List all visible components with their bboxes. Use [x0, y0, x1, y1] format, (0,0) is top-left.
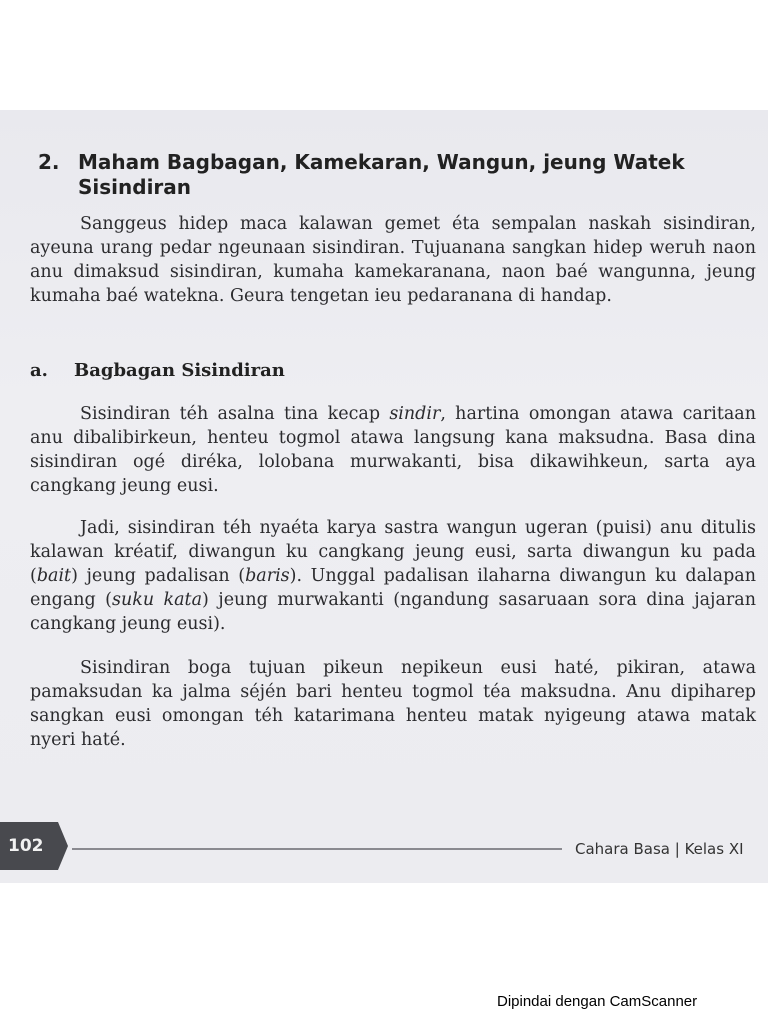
section-title-line1: Maham Bagbagan, Kamekaran, Wangun, jeung Watek — [78, 150, 685, 174]
section-number: 2. — [38, 150, 60, 174]
book-title: Cahara Basa | Kelas XI — [575, 840, 744, 858]
intro-paragraph: Sanggeus hidep maca kalawan gemet éta sempalan naskah sisindiran, ayeuna urang pedar ngeunaan sisindiran. Tujuanana sangkan hidep weruh naon anu dimaksud sisindiran, kumaha kamekaranana, naon baé wangunna, jeung kumaha baé watekna. Geura tengetan ieu pedaranana di handap. — [30, 214, 756, 306]
term-suku-kata: suku kata — [111, 590, 203, 610]
subsection-title: Bagbagan Sisindiran — [74, 360, 285, 381]
term-baris: baris — [245, 566, 290, 586]
paragraph-purpose: Sisindiran boga tujuan pikeun nepikeun eusi haté, pikiran, atawa pamaksudan ka jalma séjén bari henteu togmol téa maksudna. Anu dipiharep sangkan eusi omongan téh katarimana henteu matak nyigeung atawa matak nyeri haté. — [30, 658, 756, 750]
scanner-watermark: Dipindai dengan CamScanner — [497, 993, 698, 1010]
paragraph-structure: Jadi, sisindiran téh nyaéta karya sastra wangun ugeran (puisi) anu ditulis kalawan kréatif, diwangun ku cangkang jeung eusi, sarta diwangun ku pada (bait) jeung padalisan (baris). Unggal padalisan ilaharna diwangun ku dalapan engang (suku kata) jeung murwakanti (ngandung sasaruaan sora dina jajaran cangkang jeung eusi). — [30, 518, 756, 634]
subsection-letter: a. — [30, 360, 48, 381]
term-bait: bait — [36, 566, 72, 586]
subsection-heading — [30, 360, 430, 381]
section-title-line2: Sisindiran — [78, 175, 192, 199]
footer-divider — [72, 848, 562, 850]
term-sindir: sindir — [389, 404, 441, 424]
page-number: 102 — [8, 836, 44, 856]
paragraph-definition: Sisindiran téh asalna tina kecap sindir, hartina omongan atawa caritaan anu dibalibirkeun, henteu togmol atawa langsung kana maksudna. Basa dina sisindiran ogé diréka, lolobana murwakanti, bisa dikawihkeun, sarta aya cangkang jeung eusi. — [30, 404, 756, 496]
section-heading — [38, 150, 758, 200]
book-page — [0, 110, 768, 883]
